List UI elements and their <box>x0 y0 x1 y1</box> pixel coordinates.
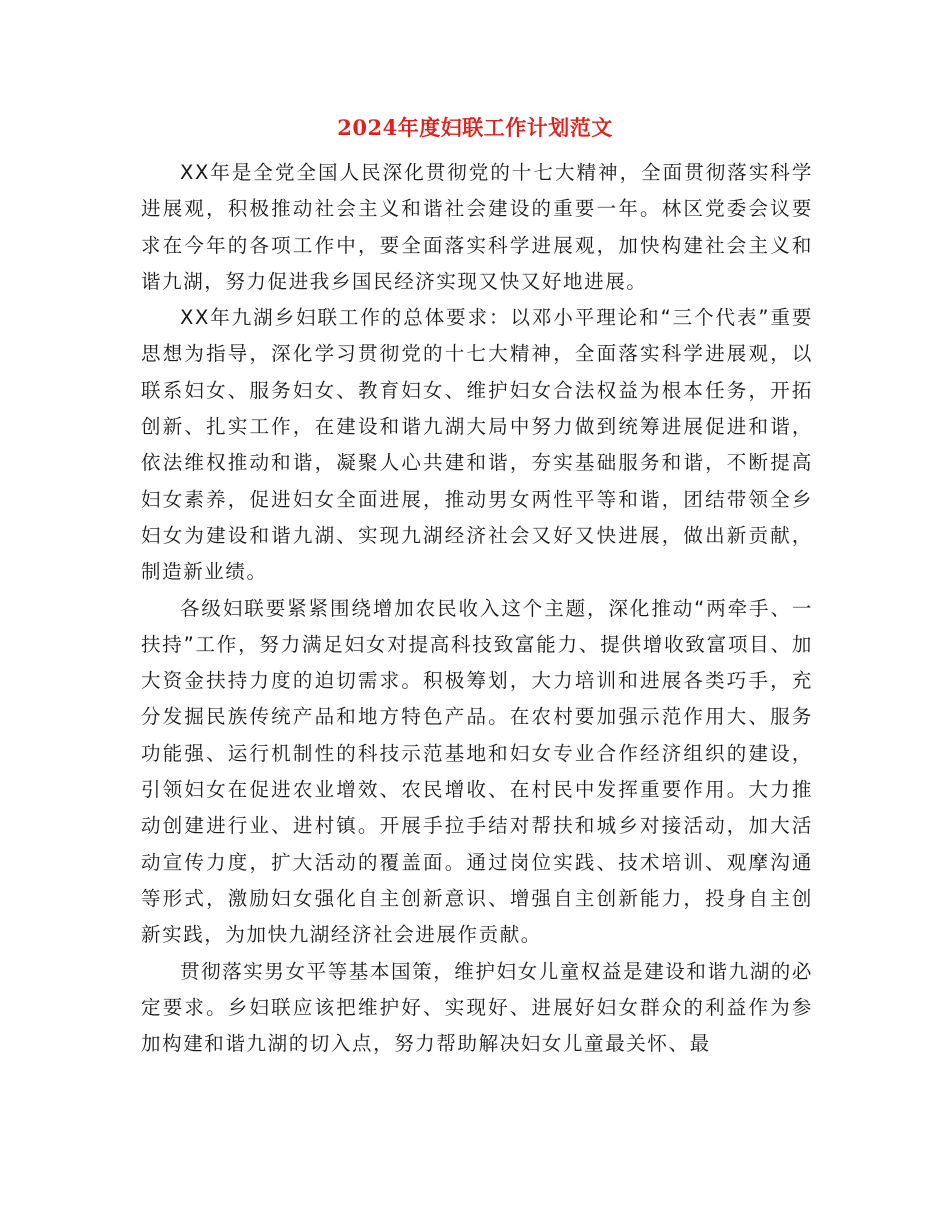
page-title: 2024年度妇联工作计划范文 <box>337 115 613 140</box>
paragraph-4: 贯彻落实男女平等基本国策，维护妇女儿童权益是建设和谐九湖的必定要求。乡妇联应该把维护好、实现好、进展好妇女群众的利益作为参加构建和谐九湖的切入点，努力帮助解决妇女儿童最关怀、最 <box>141 959 814 1056</box>
paragraph-3: 各级妇联要紧紧围绕增加农民收入这个主题，深化推动“两牵手、一扶持”工作，努力满足妇女对提高科技致富能力、提供增收致富项目、加大资金扶持力度的迫切需求。积极筹划，大力培训和进展各类巧手，充分发掘民族传统产品和地方特色产品。在农村要加强示范作用大、服务功能强、运行机制性的科技示范基地和妇女专业合作经济组织的建设，引领妇女在促进农业增效、农民增收、在村民中发挥重要作用。大力推动创建进行业、进村镇。开展手拉手结对帮扶和城乡对接活动，加大活动宣传力度，扩大活动的覆盖面。通过岗位实践、技术培训、观摩沟通等形式，激励妇女强化自主创新意识、增强自主创新能力，投身自主创新实践，为加快九湖经济社会进展作贡献。 <box>141 596 813 947</box>
paragraph-2: XX年九湖乡妇联工作的总体要求：以邓小平理论和“三个代表”重要思想为指导，深化学习贯彻党的十七大精神，全面落实科学进展观，以联系妇女、服务妇女、教育妇女、维护妇女合法权益为根本任务，开拓创新、扎实工作，在建设和谐九湖大局中努力做到统筹进展促进和谐，依法维权推动和谐，凝聚人心共建和谐，夯实基础服务和谐，不断提高妇女素养，促进妇女全面进展，推动男女两性平等和谐，团结带领全乡妇女为建设和谐九湖、实现九湖经济社会又好又快进展，做出新贡献，制造新业绩。 <box>141 306 813 584</box>
document-body <box>141 155 813 1062</box>
paragraph-1: XX年是全党全国人民深化贯彻党的十七大精神，全面贯彻落实科学进展观，积极推动社会主义和谐社会建设的重要一年。林区党委会议要求在今年的各项工作中，要全面落实科学进展观，加快构建社会主义和谐九湖，努力促进我乡国民经济实现又快又好地进展。 <box>141 161 813 293</box>
